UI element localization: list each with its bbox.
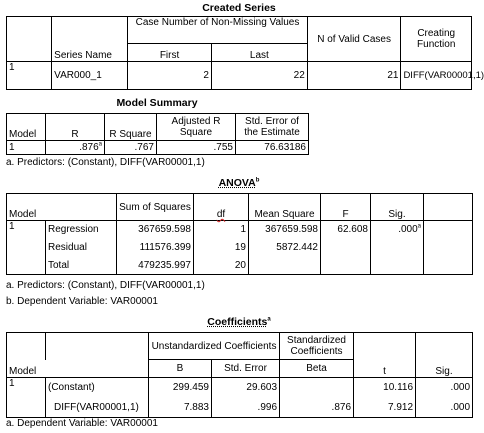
- header-sum-of-squares: Sum of Squares: [117, 194, 194, 221]
- series-row-name: VAR000_1: [52, 62, 128, 90]
- coef-row-label: DIFF(VAR00001,1): [46, 398, 149, 418]
- coef-row-beta: .876: [280, 398, 354, 418]
- series-row-index: 1: [7, 62, 52, 90]
- anova-table: [6, 193, 473, 275]
- anova-row-label: Residual: [46, 239, 117, 257]
- header-first: First: [128, 44, 212, 62]
- header-r: R: [46, 114, 105, 141]
- header-adj-r-square: Adjusted R Square: [157, 114, 236, 141]
- anova-row-label: Regression: [46, 221, 117, 239]
- anova-row-ss: 111576.399: [117, 239, 194, 257]
- header-std-error: Std. Error: [212, 360, 280, 378]
- model-summary-title: Model Summary: [116, 97, 198, 109]
- anova-row-df: 20: [194, 257, 249, 275]
- coef-row-label: (Constant): [46, 378, 149, 398]
- anova-row-model: [7, 257, 46, 275]
- header-df: df: [194, 194, 249, 221]
- header-last: Last: [211, 44, 307, 62]
- model-summary-table: [6, 113, 309, 155]
- header-unstandardized: Unstandardized Coefficients: [149, 333, 280, 360]
- coef-row-beta: [280, 378, 354, 398]
- coef-row-sig: .000: [416, 398, 473, 418]
- summary-row-r: .876$^a$: [46, 141, 105, 155]
- created-series-table: [6, 16, 484, 90]
- coef-row-sig: .000: [416, 378, 473, 398]
- coefficients-title: Coefficients$^a$: [207, 316, 271, 328]
- anova-row-f: 62.608: [321, 221, 371, 239]
- coef-row-se: 29.603: [212, 378, 280, 398]
- anova-row-model: [7, 239, 46, 257]
- summary-row-model: 1: [7, 141, 46, 155]
- anova-row-sig: .000$^a$: [371, 221, 424, 239]
- anova-row-ss: 367659.598: [117, 221, 194, 239]
- anova-footnote-b: b. Dependent Variable: VAR00001: [6, 296, 158, 307]
- coef-row-t: 10.116: [354, 378, 416, 398]
- header-r-square: R Square: [105, 114, 157, 141]
- header-f: F: [321, 194, 371, 221]
- header-beta: Beta: [280, 360, 354, 378]
- header-standardized: Standardized Coefficients: [280, 333, 354, 360]
- anova-row-ms: 367659.598: [249, 221, 321, 239]
- header-b: B: [149, 360, 212, 378]
- anova-row-label: Total: [46, 257, 117, 275]
- anova-row-ms: [249, 257, 321, 275]
- anova-title: ANOVA$^b$: [218, 177, 260, 189]
- anova-footnote-a: a. Predictors: (Constant), DIFF(VAR00001,1): [6, 280, 205, 291]
- header-n-valid: N of Valid Cases: [307, 17, 401, 62]
- anova-row-ss: 479235.997: [117, 257, 194, 275]
- coefficients-footnote-a: a. Dependent Variable: VAR00001: [6, 418, 158, 429]
- series-row-creating-function: DIFF(VAR00001,1): [401, 62, 472, 90]
- coef-row-b: 7.883: [149, 398, 212, 418]
- header-mean-square: Mean Square: [249, 194, 321, 221]
- coef-row-model: [7, 398, 46, 418]
- created-series-title: Created Series: [202, 2, 276, 14]
- anova-row-model: 1: [7, 221, 46, 239]
- summary-row-std-error: 76.63186: [236, 141, 309, 155]
- header-std-error-estimate: Std. Error of the Estimate: [236, 114, 309, 141]
- header-model: Model: [7, 360, 149, 378]
- series-row-last: 22: [211, 62, 307, 90]
- model-summary-footnote-a: a. Predictors: (Constant), DIFF(VAR00001,1): [6, 157, 205, 168]
- header-series-name: Series Name: [52, 44, 128, 62]
- header-model: Model: [7, 194, 117, 221]
- anova-row-sig: [371, 257, 424, 275]
- series-row-n-valid: 21: [307, 62, 401, 90]
- coefficients-table: [6, 332, 473, 418]
- coef-row-b: 299.459: [149, 378, 212, 398]
- anova-row-sig: [371, 239, 424, 257]
- header-t: t: [354, 360, 416, 378]
- summary-row-adj-r-square: .755: [157, 141, 236, 155]
- header-sig: Sig.: [371, 194, 424, 221]
- anova-row-f: [321, 239, 371, 257]
- anova-row-df: 1: [194, 221, 249, 239]
- series-row-first: 2: [128, 62, 212, 90]
- header-creating-function: Creating Function: [401, 17, 472, 62]
- anova-row-f: [321, 257, 371, 275]
- header-model: Model: [7, 114, 46, 141]
- header-case-number: Case Number of Non-Missing Values: [128, 17, 308, 44]
- coef-row-t: 7.912: [354, 398, 416, 418]
- anova-row-df: 19: [194, 239, 249, 257]
- summary-row-r-square: .767: [105, 141, 157, 155]
- coef-row-model: 1: [7, 378, 46, 398]
- coef-row-se: .996: [212, 398, 280, 418]
- header-sig: Sig.: [416, 360, 473, 378]
- anova-row-ms: 5872.442: [249, 239, 321, 257]
